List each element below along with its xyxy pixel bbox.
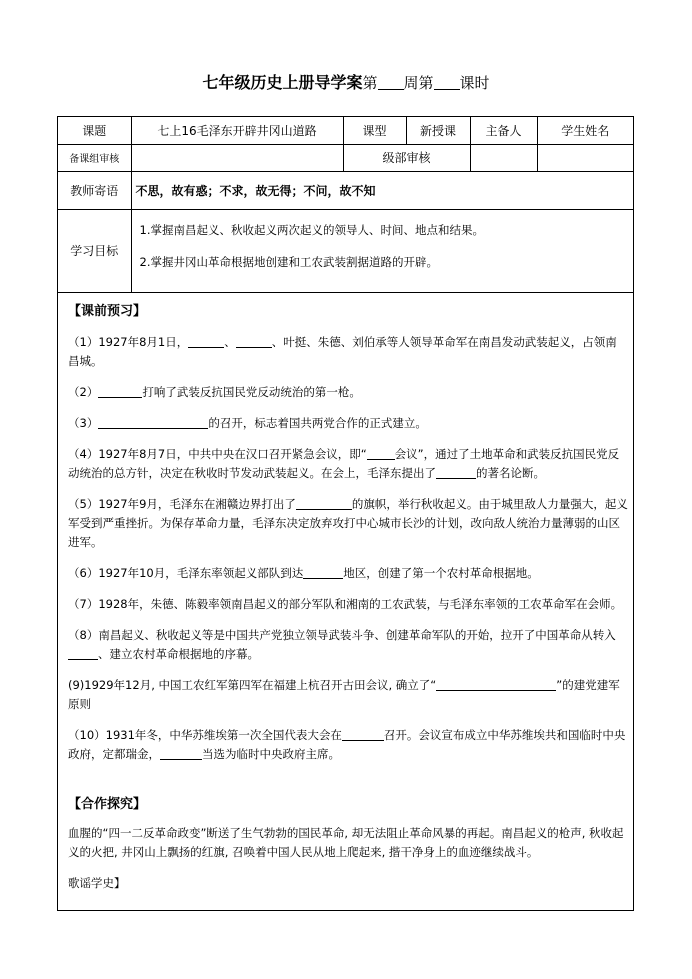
question-10: （10）1931年冬，中华苏维埃第一次全国代表大会在 召开。会议宣布成立中华苏维埃共和国临时中央政府，定都瑞金， 当选为临时中央政府主席。 [68, 728, 626, 761]
week-blank [378, 75, 404, 90]
goals-cell [131, 209, 633, 292]
dept-review-value[interactable] [470, 144, 537, 171]
topic-value: 七上16毛泽东开辟井冈山道路 [131, 117, 343, 144]
student-name-value[interactable] [537, 144, 633, 171]
label-goals: 学习目标 [58, 209, 131, 292]
question-4: （4）1927年8月7日，中共中央在汉口召开紧急会议，即“ 会议”，通过了土地革命和武装反抗国民党反动统治的总方针，决定在秋收时节发动武装起义。在会上，毛泽东提出了 的著名论断。 [68, 447, 620, 480]
title-week-prefix: 第 [362, 74, 378, 92]
label-type: 课型 [343, 117, 406, 144]
goal-item: 1.掌握南昌起义、秋收起义两次起义的领导人、时间、地点和结果。 [139, 222, 484, 237]
label-dept-review: 级部审核 [343, 144, 470, 171]
lesson-blank [434, 75, 460, 90]
cooperation-section [68, 795, 628, 893]
title-main: 七年级历史上册导学案 [202, 73, 363, 92]
question-2: （2） 打响了武装反抗国民党反动统治的第一枪。 [68, 385, 361, 399]
worksheet-frame [57, 116, 634, 911]
preview-heading: 【课前预习】 [68, 304, 147, 319]
label-teacher-words: 教师寄语 [58, 171, 131, 209]
label-preparer: 主备人 [470, 117, 537, 144]
question-9: (9)1929年12月, 中国工农红军第四军在福建上杭召开古田会议, 确立了“ ”的建党建军原则 [68, 678, 620, 711]
teacher-words: 不思，故有惑；不求，故无得；不问，故不知 [131, 171, 633, 209]
info-table [58, 117, 633, 293]
question-5: （5）1927年9月，毛泽东在湘赣边界打出了 的旗帜，举行秋收起义。由于城里敌人力量强大，起义军受到严重挫折。为保存革命力量，毛泽东决定放弃攻打中心城市长沙的计划，改向敌人统治力量薄弱的山区进军。 [68, 497, 628, 549]
preview-section [68, 302, 628, 764]
cooperation-heading: 【合作探究】 [68, 797, 147, 812]
question-8: （8）南昌起义、秋收起义等是中国共产党独立领导武装斗争、创建革命军队的开始，拉开了中国革命从转入、建立农村革命根据地的序幕。 [68, 628, 616, 661]
title-lesson-suffix: 课时 [459, 74, 490, 92]
cooperation-paragraph: 血腥的“四一二反革命政变”断送了生气勃勃的国民革命, 却无法阻止革命风暴的再起。南昌起义的枪声, 秋收起义的火把, 井冈山上飘扬的红旗, 召唤着中国人民从地上爬起来, 揩干净身上的血迹继续战斗。 [68, 826, 624, 859]
question-3: （3） 的召开，标志着国共两党合作的正式建立。 [68, 416, 427, 430]
type-value: 新授课 [406, 117, 470, 144]
title-lesson-prefix: 周第 [403, 74, 434, 92]
question-7: （7）1928年，朱德、陈毅率领南昌起义的部分军队和湘南的工农武装，与毛泽东率领的工农革命军在会师。 [68, 597, 623, 611]
label-student-name: 学生姓名 [537, 117, 633, 144]
label-topic: 课题 [58, 117, 131, 144]
label-group-review: 备课组审核 [58, 144, 131, 171]
group-review-value[interactable] [131, 144, 343, 171]
page-title [0, 70, 692, 93]
question-1: （1）1927年8月1日， 、 、叶挺、朱德、刘伯承等人领导革命军在南昌发动武装起义，占领南昌城。 [68, 335, 617, 368]
goal-item: 2.掌握井冈山革命根据地创建和工农武装割据道路的开辟。 [139, 254, 438, 269]
question-6: （6）1927年10月，毛泽东率领起义部队到达 地区，创建了第一个农村革命根据地。 [68, 566, 539, 580]
history-song-label: 歌谣学史】 [68, 876, 126, 890]
